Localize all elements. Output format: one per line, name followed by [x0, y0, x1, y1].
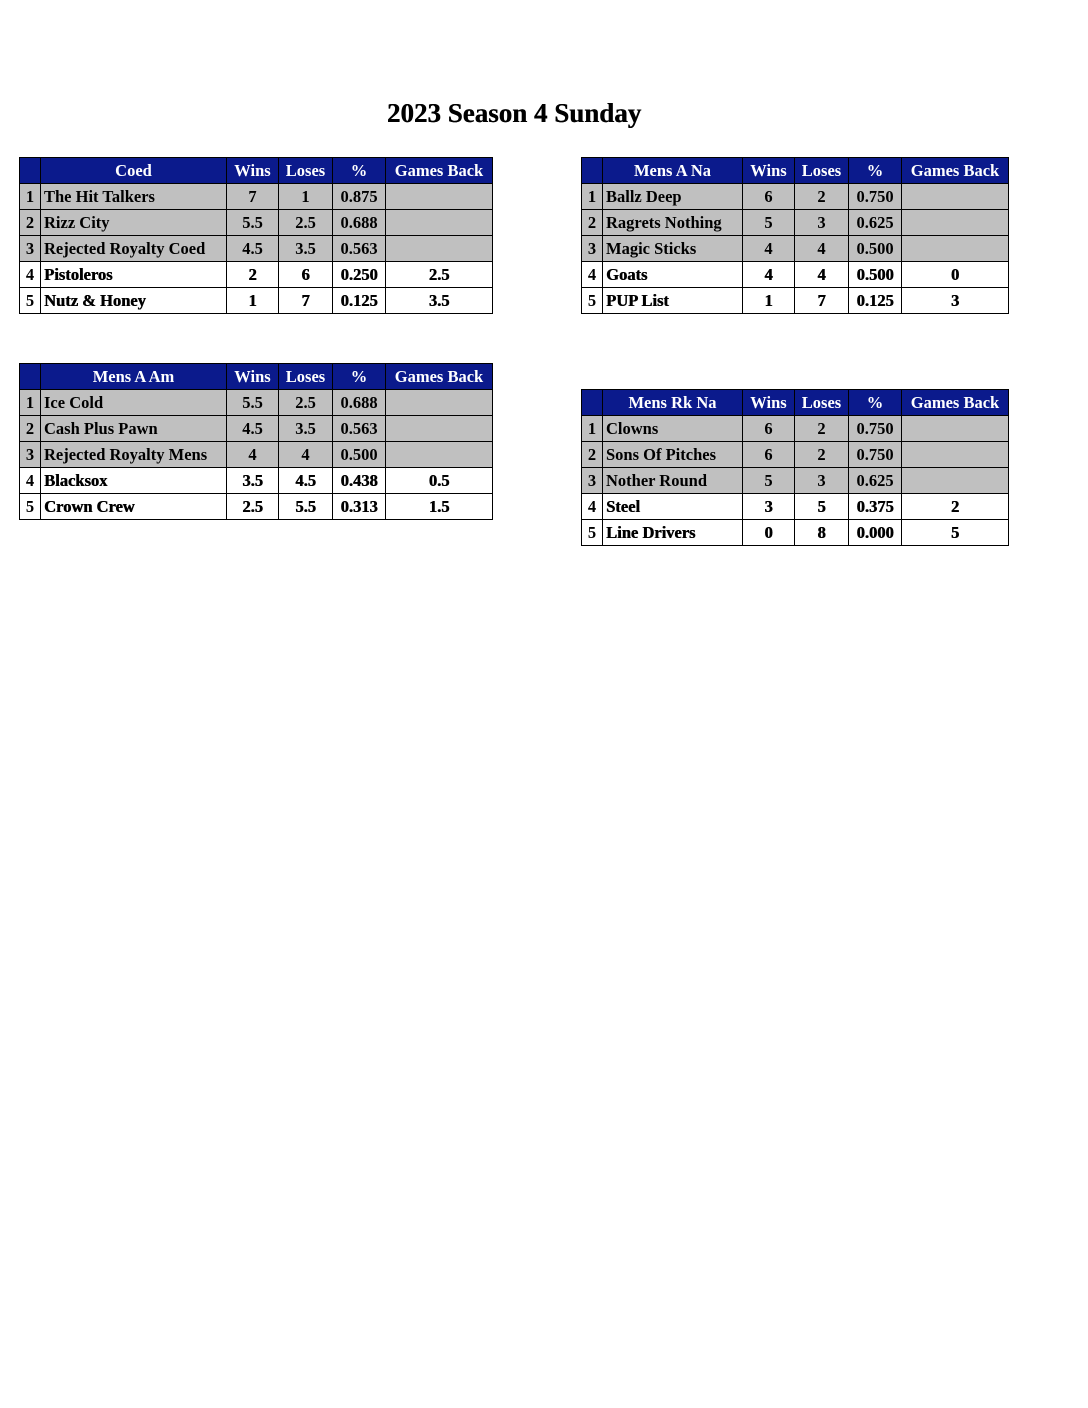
- pct-cell: 0.500: [849, 236, 902, 262]
- games-back-cell: [902, 210, 1009, 236]
- table-row: [582, 184, 1009, 210]
- table-row: [582, 468, 1009, 494]
- pct-cell: 0.625: [849, 468, 902, 494]
- rank-cell: 3: [20, 442, 41, 468]
- pct-header: %: [849, 390, 902, 416]
- wins-cell: 4.5: [227, 416, 279, 442]
- loses-cell: 2.5: [279, 210, 333, 236]
- games-back-cell: 2.5: [386, 262, 493, 288]
- pct-header: %: [849, 158, 902, 184]
- rank-cell: 4: [20, 262, 41, 288]
- games-back-cell: 1.5: [386, 494, 493, 520]
- loses-cell: 7: [279, 288, 333, 314]
- team-cell: Ragrets Nothing: [603, 210, 743, 236]
- pct-cell: 0.563: [333, 236, 386, 262]
- loses-cell: 3: [795, 210, 849, 236]
- rank-cell: 3: [582, 236, 603, 262]
- pct-cell: 0.875: [333, 184, 386, 210]
- pct-cell: 0.125: [849, 288, 902, 314]
- division-header: Coed: [41, 158, 227, 184]
- loses-cell: 4: [795, 262, 849, 288]
- table-row: [582, 416, 1009, 442]
- team-cell: Crown Crew: [41, 494, 227, 520]
- table-row: [20, 416, 493, 442]
- page-title: 2023 Season 4 Sunday: [386, 98, 642, 128]
- pct-cell: 0.500: [849, 262, 902, 288]
- table-header-row: [20, 364, 493, 390]
- games-back-header: Games Back: [386, 364, 493, 390]
- pct-cell: 0.500: [333, 442, 386, 468]
- games-back-cell: 0.5: [386, 468, 493, 494]
- table-row: [20, 210, 493, 236]
- table-row: [582, 494, 1009, 520]
- rank-header: [20, 158, 41, 184]
- table-row: [582, 520, 1009, 546]
- wins-cell: 2: [227, 262, 279, 288]
- team-cell: PUP List: [603, 288, 743, 314]
- rank-cell: 1: [20, 390, 41, 416]
- loses-cell: 1: [279, 184, 333, 210]
- table-row: [20, 262, 493, 288]
- loses-header: Loses: [279, 158, 333, 184]
- loses-header: Loses: [795, 390, 849, 416]
- wins-cell: 7: [227, 184, 279, 210]
- pct-cell: 0.750: [849, 442, 902, 468]
- table-row: [582, 236, 1009, 262]
- games-back-header: Games Back: [902, 390, 1009, 416]
- wins-cell: 4: [743, 236, 795, 262]
- table-row: [582, 262, 1009, 288]
- team-cell: Ice Cold: [41, 390, 227, 416]
- wins-cell: 0: [743, 520, 795, 546]
- games-back-cell: [386, 184, 493, 210]
- table-header-row: [582, 158, 1009, 184]
- games-back-cell: [902, 184, 1009, 210]
- pct-cell: 0.750: [849, 416, 902, 442]
- pct-cell: 0.563: [333, 416, 386, 442]
- rank-cell: 1: [582, 184, 603, 210]
- table-header-row: [582, 390, 1009, 416]
- games-back-cell: 0: [902, 262, 1009, 288]
- wins-header: Wins: [743, 158, 795, 184]
- table-row: [20, 494, 493, 520]
- pct-cell: 0.125: [333, 288, 386, 314]
- loses-cell: 8: [795, 520, 849, 546]
- wins-cell: 2.5: [227, 494, 279, 520]
- loses-cell: 5.5: [279, 494, 333, 520]
- wins-cell: 5.5: [227, 210, 279, 236]
- table-row: [20, 390, 493, 416]
- standings-table-mens-a-na: [581, 157, 1009, 314]
- games-back-cell: 3: [902, 288, 1009, 314]
- wins-cell: 1: [227, 288, 279, 314]
- rank-cell: 5: [582, 520, 603, 546]
- loses-cell: 2: [795, 442, 849, 468]
- rank-cell: 1: [582, 416, 603, 442]
- games-back-cell: [902, 236, 1009, 262]
- games-back-cell: [386, 442, 493, 468]
- table-row: [582, 442, 1009, 468]
- team-cell: Rejected Royalty Coed: [41, 236, 227, 262]
- table-row: [20, 288, 493, 314]
- wins-header: Wins: [743, 390, 795, 416]
- team-cell: Goats: [603, 262, 743, 288]
- loses-cell: 2: [795, 416, 849, 442]
- loses-cell: 6: [279, 262, 333, 288]
- standings-table-coed: [19, 157, 493, 314]
- wins-cell: 4: [743, 262, 795, 288]
- games-back-cell: [902, 468, 1009, 494]
- pct-cell: 0.250: [333, 262, 386, 288]
- wins-cell: 6: [743, 442, 795, 468]
- team-cell: The Hit Talkers: [41, 184, 227, 210]
- team-cell: Blacksox: [41, 468, 227, 494]
- loses-cell: 4: [795, 236, 849, 262]
- rank-cell: 2: [582, 210, 603, 236]
- team-cell: Steel: [603, 494, 743, 520]
- team-cell: Nutz & Honey: [41, 288, 227, 314]
- pct-cell: 0.750: [849, 184, 902, 210]
- wins-cell: 6: [743, 184, 795, 210]
- team-cell: Rejected Royalty Mens: [41, 442, 227, 468]
- games-back-cell: 5: [902, 520, 1009, 546]
- rank-header: [20, 364, 41, 390]
- team-cell: Line Drivers: [603, 520, 743, 546]
- rank-cell: 2: [20, 210, 41, 236]
- table-row: [582, 210, 1009, 236]
- team-cell: Pistoleros: [41, 262, 227, 288]
- games-back-cell: [386, 390, 493, 416]
- wins-cell: 5: [743, 210, 795, 236]
- rank-cell: 1: [20, 184, 41, 210]
- team-cell: Magic Sticks: [603, 236, 743, 262]
- rank-cell: 4: [582, 262, 603, 288]
- rank-cell: 3: [582, 468, 603, 494]
- pct-header: %: [333, 364, 386, 390]
- rank-cell: 5: [20, 494, 41, 520]
- wins-header: Wins: [227, 158, 279, 184]
- loses-header: Loses: [795, 158, 849, 184]
- table-row: [582, 288, 1009, 314]
- wins-cell: 5: [743, 468, 795, 494]
- loses-cell: 4: [279, 442, 333, 468]
- games-back-cell: 2: [902, 494, 1009, 520]
- games-back-cell: [386, 210, 493, 236]
- games-back-cell: [902, 416, 1009, 442]
- wins-cell: 3.5: [227, 468, 279, 494]
- standings-table-mens-a-am: [19, 363, 493, 520]
- loses-cell: 3.5: [279, 236, 333, 262]
- loses-cell: 7: [795, 288, 849, 314]
- loses-cell: 3: [795, 468, 849, 494]
- division-header: Mens A Na: [603, 158, 743, 184]
- rank-header: [582, 158, 603, 184]
- table-row: [20, 442, 493, 468]
- team-cell: Cash Plus Pawn: [41, 416, 227, 442]
- rank-cell: 5: [582, 288, 603, 314]
- wins-cell: 3: [743, 494, 795, 520]
- table-row: [20, 468, 493, 494]
- games-back-cell: 3.5: [386, 288, 493, 314]
- table-row: [20, 184, 493, 210]
- wins-cell: 5.5: [227, 390, 279, 416]
- rank-cell: 5: [20, 288, 41, 314]
- table-header-row: [20, 158, 493, 184]
- wins-cell: 1: [743, 288, 795, 314]
- pct-cell: 0.313: [333, 494, 386, 520]
- games-back-header: Games Back: [902, 158, 1009, 184]
- wins-cell: 4.5: [227, 236, 279, 262]
- rank-cell: 4: [582, 494, 603, 520]
- rank-cell: 3: [20, 236, 41, 262]
- table-row: [20, 236, 493, 262]
- games-back-header: Games Back: [386, 158, 493, 184]
- pct-cell: 0.625: [849, 210, 902, 236]
- pct-cell: 0.375: [849, 494, 902, 520]
- pct-cell: 0.688: [333, 390, 386, 416]
- team-cell: Rizz City: [41, 210, 227, 236]
- loses-cell: 4.5: [279, 468, 333, 494]
- pct-cell: 0.000: [849, 520, 902, 546]
- games-back-cell: [386, 236, 493, 262]
- team-cell: Ballz Deep: [603, 184, 743, 210]
- wins-header: Wins: [227, 364, 279, 390]
- loses-header: Loses: [279, 364, 333, 390]
- rank-header: [582, 390, 603, 416]
- loses-cell: 5: [795, 494, 849, 520]
- loses-cell: 2: [795, 184, 849, 210]
- wins-cell: 4: [227, 442, 279, 468]
- loses-cell: 3.5: [279, 416, 333, 442]
- team-cell: Nother Round: [603, 468, 743, 494]
- pct-header: %: [333, 158, 386, 184]
- rank-cell: 2: [582, 442, 603, 468]
- pct-cell: 0.438: [333, 468, 386, 494]
- division-header: Mens A Am: [41, 364, 227, 390]
- rank-cell: 4: [20, 468, 41, 494]
- team-cell: Clowns: [603, 416, 743, 442]
- team-cell: Sons Of Pitches: [603, 442, 743, 468]
- rank-cell: 2: [20, 416, 41, 442]
- division-header: Mens Rk Na: [603, 390, 743, 416]
- pct-cell: 0.688: [333, 210, 386, 236]
- games-back-cell: [386, 416, 493, 442]
- games-back-cell: [902, 442, 1009, 468]
- loses-cell: 2.5: [279, 390, 333, 416]
- standings-table-mens-rk-na: [581, 389, 1009, 546]
- wins-cell: 6: [743, 416, 795, 442]
